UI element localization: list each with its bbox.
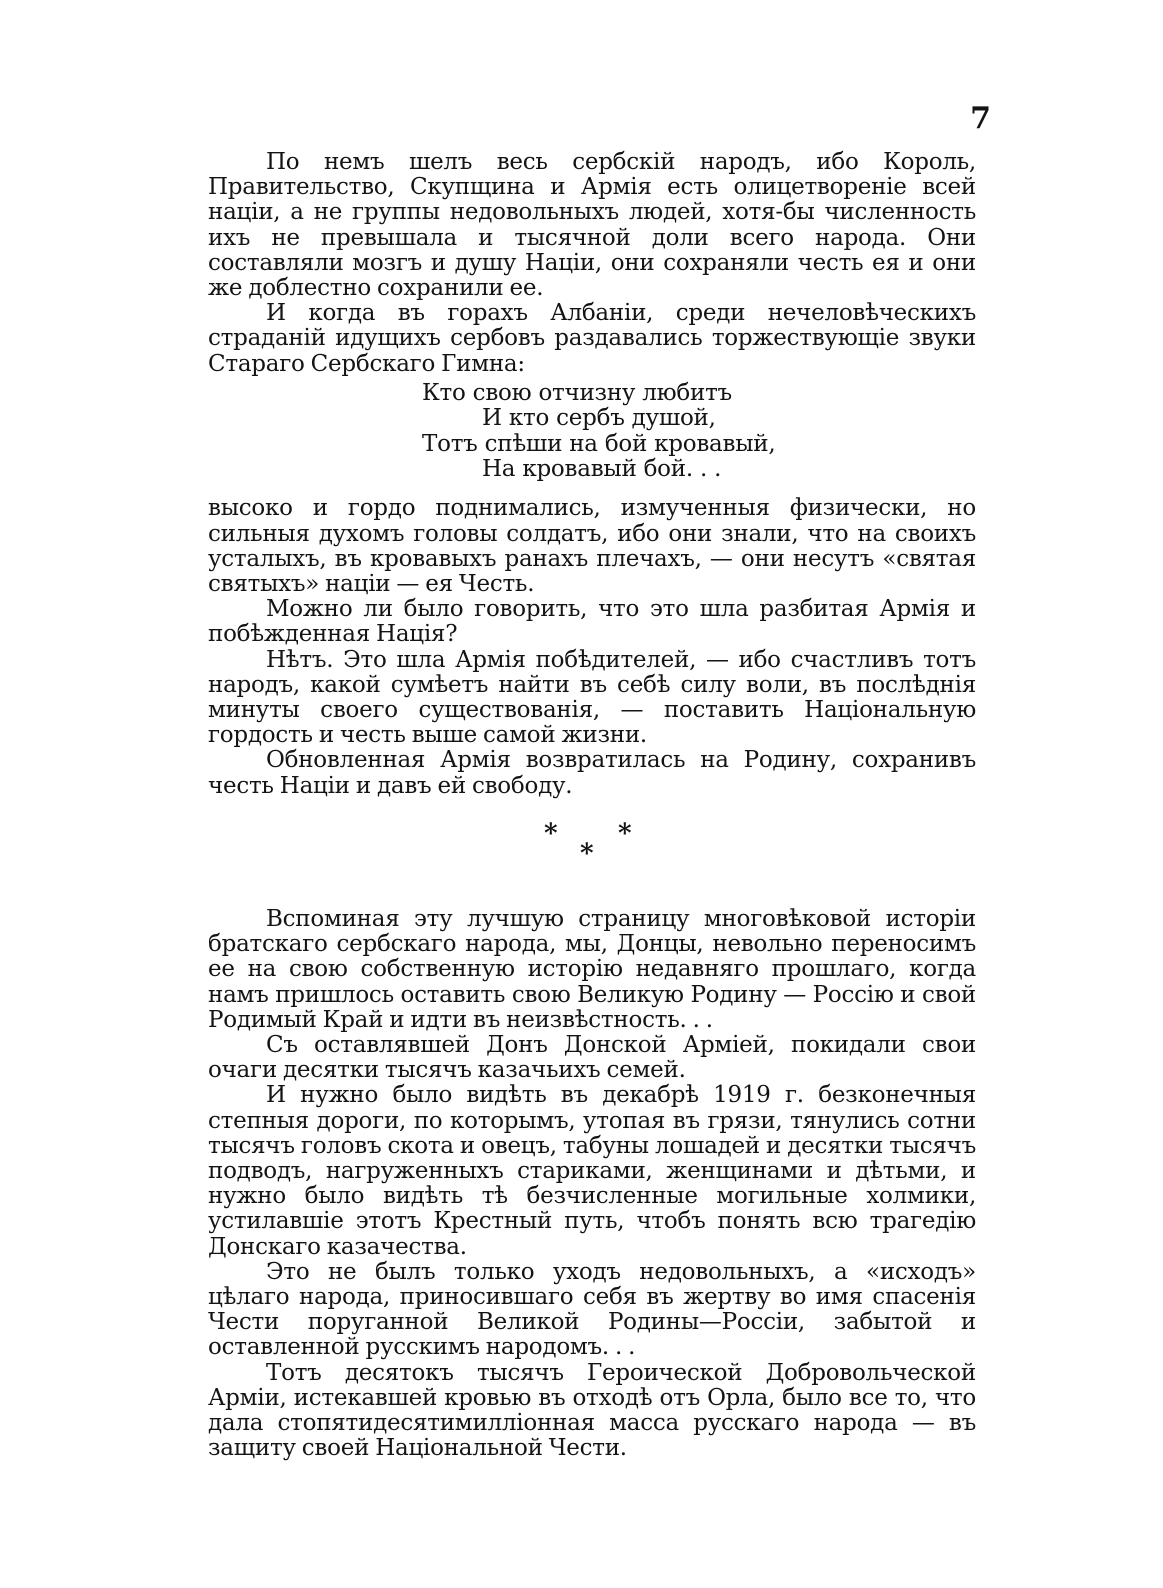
- paragraph-army-of-victors: Нѣтъ. Это шла Армія побѣдителей, — ибо счастливъ тотъ народъ, какой сумѣетъ найти въ себѣ силу воли, въ послѣднія минуты своего существованія, — поставить Національную гордость и честь выше самой жизни.: [208, 646, 976, 749]
- section-separator: [208, 807, 976, 895]
- anthem-verse: [422, 381, 976, 483]
- verse-line: Тотъ спѣши на бой кровавый,: [422, 430, 776, 457]
- paragraph-exodus: Это не былъ только уходъ недовольныхъ, а «исходъ» цѣлаго народа, приносившаго себя въ жертву во имя спасенія Чести поруганной Великой Родины—Россіи, забытой и оставленной русскимъ народомъ. . .: [208, 1258, 976, 1361]
- verse-line: На кровавый бой. . .: [482, 456, 722, 483]
- paragraph-soldiers-honor: высоко и гордо поднимались, измученныя физически, но сильныя духомъ головы солдатъ, ибо они знали, что на своихъ усталыхъ, въ кровавыхъ ранахъ плечахъ, — они несутъ «святая святыхъ» націи — ея Честь.: [208, 495, 976, 598]
- paragraph-serbian-people: По немъ шелъ весь сербскій народъ, ибо Король, Правительство, Скупщина и Армія есть олицетвореніе всей націи, а не группы недовольныхъ людей, хотя-бы численность ихъ не превышала и тысячной доли всего народа. Они составляли мозгъ и душу Націи, они сохраняли честь ея и они же доблестно сохранили ее.: [208, 149, 976, 302]
- asterisk-ornament: *: [544, 818, 558, 849]
- asterisk-ornament: *: [580, 838, 594, 869]
- paragraph-december-1919: И нужно было видѣть въ декабрѣ 1919 г. безконечныя степныя дороги, по которымъ, утопая въ грязи, тянулись сотни тысячъ головъ скота и овецъ, табуны лошадей и десятки тысячъ подводъ, нагруженныхъ стариками, женщинами и дѣтьми, и нужно было видѣть тѣ безчисленные могильные холмики, устилавшіе этотъ Крестный путь, чтобъ понять всю трагедію Донскаго казачества.: [208, 1082, 976, 1260]
- paragraph-albania-mountains: И когда въ горахъ Албаніи, среди нечеловѣческихъ страданій идущихъ сербовъ раздавались торжествующіе звуки Стараго Сербскаго Гимна:: [208, 300, 976, 377]
- paragraph-cossack-families: Съ оставлявшей Донъ Донской Арміей, покидали свои очаги десятки тысячъ казачьихъ семей.: [208, 1031, 976, 1084]
- paragraph-volunteer-army: Тотъ десятокъ тысячъ Героической Добровольческой Арміи, истекавшей кровью въ отходѣ отъ Орла, было все то, что дала стопятидесятимилліонная масса русскаго народа — въ защиту своей Національной Чести.: [208, 1359, 976, 1462]
- paragraph-defeated-question: Можно ли было говорить, что это шла разбитая Армія и побѣжденная Нація?: [208, 596, 976, 648]
- page-number: 7: [970, 101, 991, 136]
- paragraph-renewed-army: Обновленная Армія возвратилась на Родину, сохранивъ честь Націи и давъ ей свободу.: [208, 747, 976, 799]
- verse-line: Кто свою отчизну любитъ: [422, 379, 732, 406]
- asterisk-ornament: *: [618, 818, 632, 849]
- page-body: [208, 150, 976, 1461]
- paragraph-don-cossacks-memory: Вспоминая эту лучшую страницу многовѣковой исторіи братскаго сербскаго народа, мы, Донцы, невольно переносимъ ее на свою собственную исторію недавняго прошлаго, когда намъ пришлось оставить свою Великую Родину — Россію и свой Родимый Край и идти въ неизвѣстность. . .: [208, 905, 976, 1033]
- verse-line: И кто сербъ душой,: [482, 405, 716, 432]
